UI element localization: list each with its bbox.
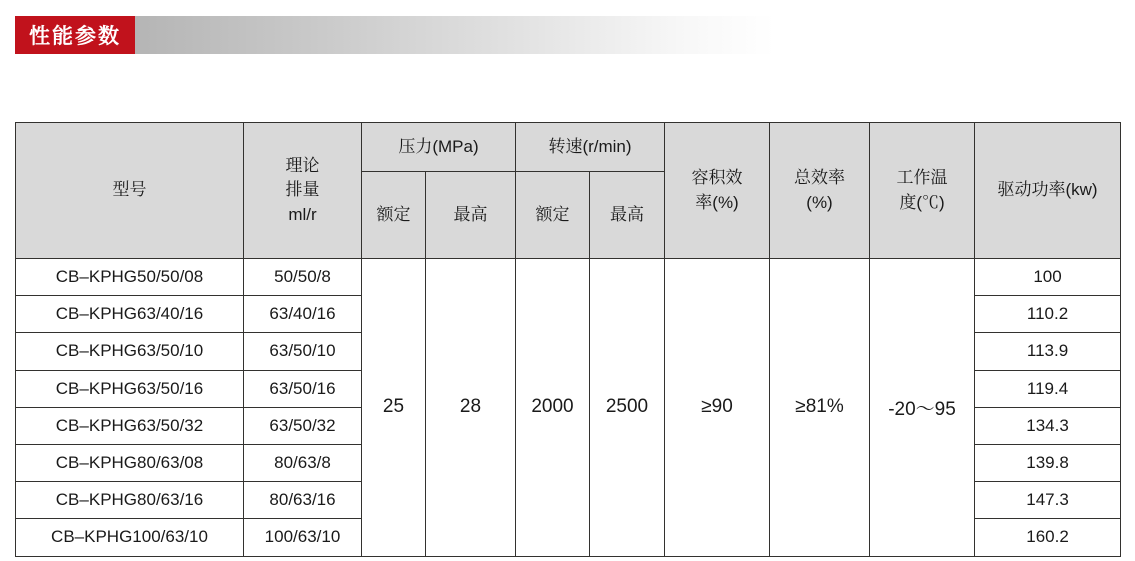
cell-model: CB–KPHG63/50/16 — [16, 370, 244, 407]
header-model: 型号 — [16, 123, 244, 259]
cell-drive-power: 119.4 — [975, 370, 1121, 407]
header-total-efficiency — [770, 123, 870, 259]
cell-drive-power: 110.2 — [975, 296, 1121, 333]
header-row-1 — [16, 123, 1121, 172]
cell-displacement: 63/50/16 — [244, 370, 362, 407]
cell-displacement: 63/50/10 — [244, 333, 362, 370]
header-working-temperature — [870, 123, 975, 259]
cell-pressure-rated: 25 — [362, 259, 426, 557]
spec-table-container — [15, 122, 1120, 557]
header-speed-max: 最高 — [590, 172, 665, 259]
header-speed-rated: 额定 — [516, 172, 590, 259]
header-gradient-bar — [135, 16, 775, 54]
header-speed-group: 转速(r/min) — [516, 123, 665, 172]
performance-parameters-table — [15, 122, 1121, 557]
cell-model: CB–KPHG80/63/16 — [16, 482, 244, 519]
cell-model: CB–KPHG63/50/32 — [16, 407, 244, 444]
cell-drive-power: 113.9 — [975, 333, 1121, 370]
cell-drive-power: 160.2 — [975, 519, 1121, 556]
cell-displacement: 80/63/16 — [244, 482, 362, 519]
header-volumetric-efficiency — [665, 123, 770, 259]
cell-drive-power: 139.8 — [975, 444, 1121, 481]
header-volumetric-efficiency-line2: 率(%) — [695, 192, 739, 212]
header-displacement-line1: 理论 — [285, 155, 320, 175]
header-working-temperature-line2: 度(℃) — [899, 192, 945, 212]
table-row — [16, 259, 1121, 296]
table-body — [16, 259, 1121, 557]
section-header — [15, 16, 775, 54]
header-displacement — [244, 123, 362, 259]
header-volumetric-efficiency-line1: 容积效 — [691, 167, 743, 187]
cell-speed-max: 2500 — [590, 259, 665, 557]
header-working-temperature-line1: 工作温 — [896, 167, 948, 187]
header-total-efficiency-line2: (%) — [806, 192, 833, 212]
cell-model: CB–KPHG100/63/10 — [16, 519, 244, 556]
cell-displacement: 63/40/16 — [244, 296, 362, 333]
header-total-efficiency-line1: 总效率 — [794, 167, 846, 187]
cell-displacement: 100/63/10 — [244, 519, 362, 556]
header-pressure-max: 最高 — [426, 172, 516, 259]
cell-model: CB–KPHG50/50/08 — [16, 259, 244, 296]
cell-pressure-max: 28 — [426, 259, 516, 557]
cell-model: CB–KPHG63/50/10 — [16, 333, 244, 370]
cell-displacement: 80/63/8 — [244, 444, 362, 481]
cell-drive-power: 134.3 — [975, 407, 1121, 444]
table-head — [16, 123, 1121, 259]
cell-working-temperature: -20～95 — [870, 259, 975, 557]
cell-drive-power: 147.3 — [975, 482, 1121, 519]
header-drive-power: 驱动功率(kw) — [975, 123, 1121, 259]
cell-model: CB–KPHG63/40/16 — [16, 296, 244, 333]
cell-displacement: 50/50/8 — [244, 259, 362, 296]
cell-drive-power: 100 — [975, 259, 1121, 296]
cell-model: CB–KPHG80/63/08 — [16, 444, 244, 481]
header-pressure-rated: 额定 — [362, 172, 426, 259]
header-displacement-line3: ml/r — [288, 204, 317, 224]
section-title: 性能参数 — [15, 16, 135, 54]
cell-displacement: 63/50/32 — [244, 407, 362, 444]
cell-volumetric-efficiency: ≥90 — [665, 259, 770, 557]
header-displacement-line2: 排量 — [285, 180, 320, 200]
cell-total-efficiency: ≥81% — [770, 259, 870, 557]
header-pressure-group: 压力(MPa) — [362, 123, 516, 172]
cell-speed-rated: 2000 — [516, 259, 590, 557]
